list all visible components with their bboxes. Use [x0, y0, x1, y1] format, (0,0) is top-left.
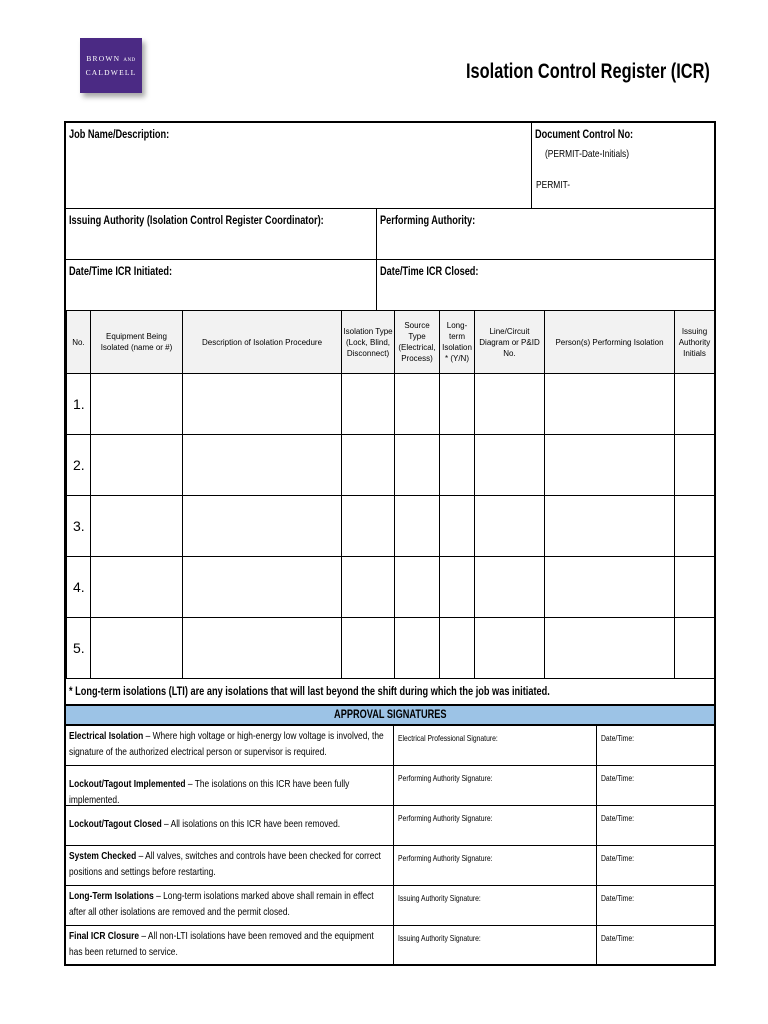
cell-description[interactable]	[183, 435, 342, 496]
cell-initials[interactable]	[675, 374, 715, 435]
cell-initials[interactable]	[675, 557, 715, 618]
col-isolation-type: Isolation Type (Lock, Blind, Disconnect)	[342, 311, 395, 374]
issuing-authority-label: Issuing Authority (Isolation Control Register Coordinator):	[69, 215, 324, 227]
approval-text: – All non-LTI isolations have been removed and the equipment has been returned to service.	[69, 930, 374, 958]
cell-equipment[interactable]	[91, 374, 183, 435]
signature-label: Issuing Authority Signature:	[398, 933, 481, 943]
col-line-diagram: Line/Circuit Diagram or P&ID No.	[475, 311, 545, 374]
cell-isolation-type[interactable]	[342, 618, 395, 679]
job-description-field[interactable]	[66, 123, 532, 209]
icr-closed-label: Date/Time ICR Closed:	[380, 266, 479, 278]
row-number: 2.	[67, 435, 91, 496]
col-description: Description of Isolation Procedure	[183, 311, 342, 374]
approval-heading	[66, 704, 714, 726]
col-no: No.	[67, 311, 91, 374]
table-header-row	[67, 311, 715, 374]
table-row	[67, 496, 715, 557]
signature-field[interactable]	[393, 846, 596, 885]
document-control-field[interactable]	[532, 123, 714, 209]
document-control-label: Document Control No:	[535, 129, 634, 141]
cell-persons[interactable]	[545, 496, 675, 557]
cell-line-diagram[interactable]	[475, 618, 545, 679]
document-control-value: PERMIT-	[536, 179, 571, 191]
approval-text: – All valves, switches and controls have been checked for correct positions and settings before restarting.	[69, 850, 381, 878]
approval-row-final-closure	[66, 926, 714, 964]
cell-isolation-type[interactable]	[342, 374, 395, 435]
approval-row-lockout-closed	[66, 806, 714, 846]
signature-label: Electrical Professional Signature:	[398, 733, 498, 743]
document-control-hint: (PERMIT-Date-Initials)	[545, 148, 630, 160]
cell-source-type[interactable]	[395, 618, 440, 679]
row-number: 3.	[67, 496, 91, 557]
date-time-label: Date/Time:	[601, 773, 635, 783]
cell-source-type[interactable]	[395, 496, 440, 557]
cell-long-term[interactable]	[440, 496, 475, 557]
date-time-field[interactable]	[596, 806, 714, 845]
signature-field[interactable]	[393, 766, 596, 805]
cell-line-diagram[interactable]	[475, 496, 545, 557]
cell-initials[interactable]	[675, 496, 715, 557]
icr-initiated-label: Date/Time ICR Initiated:	[69, 266, 173, 278]
date-time-label: Date/Time:	[601, 853, 635, 863]
approval-title: Lockout/Tagout Implemented	[69, 778, 186, 790]
cell-persons[interactable]	[545, 557, 675, 618]
icr-form	[64, 121, 716, 966]
signature-field[interactable]	[393, 806, 596, 845]
signature-label: Performing Authority Signature:	[398, 813, 493, 823]
cell-isolation-type[interactable]	[342, 435, 395, 496]
row-number: 5.	[67, 618, 91, 679]
cell-line-diagram[interactable]	[475, 374, 545, 435]
col-long-term: Long-term Isolation * (Y/N)	[440, 311, 475, 374]
cell-description[interactable]	[183, 618, 342, 679]
approval-title: Long-Term Isolations	[69, 890, 154, 902]
signature-field[interactable]	[393, 886, 596, 925]
date-time-field[interactable]	[596, 846, 714, 885]
table-row	[67, 435, 715, 496]
approval-row-lockout-implemented	[66, 766, 714, 806]
approval-text: – Where high voltage or high-energy low voltage is involved, the signature of the authorized electrical person or supervisor is required.	[69, 730, 384, 758]
approval-text: – Long-term isolations marked above shall remain in effect after all other isolations are removed and the permit closed.	[69, 890, 374, 918]
date-time-field[interactable]	[596, 886, 714, 925]
cell-source-type[interactable]	[395, 435, 440, 496]
approval-row-electrical	[66, 726, 714, 766]
row-number: 1.	[67, 374, 91, 435]
company-logo	[80, 38, 142, 93]
approval-title: Lockout/Tagout Closed	[69, 818, 162, 830]
cell-source-type[interactable]	[395, 374, 440, 435]
col-equipment: Equipment Being Isolated (name or #)	[91, 311, 183, 374]
cell-long-term[interactable]	[440, 374, 475, 435]
approval-text: – All isolations on this ICR have been removed.	[161, 818, 341, 830]
col-persons: Person(s) Performing Isolation	[545, 311, 675, 374]
date-time-label: Date/Time:	[601, 893, 635, 903]
cell-long-term[interactable]	[440, 557, 475, 618]
page-title: Isolation Control Register (ICR)	[466, 60, 710, 83]
issuing-authority-field[interactable]	[66, 209, 377, 260]
long-term-footnote	[66, 678, 714, 704]
logo-line-1: BROWN AND	[86, 53, 136, 63]
cell-equipment[interactable]	[91, 496, 183, 557]
signature-field[interactable]	[393, 926, 596, 964]
approval-row-long-term	[66, 886, 714, 926]
approval-text: – The isolations on this ICR have been fully implemented.	[69, 778, 350, 806]
table-row	[67, 557, 715, 618]
signature-label: Performing Authority Signature:	[398, 853, 493, 863]
date-time-label: Date/Time:	[601, 813, 635, 823]
cell-initials[interactable]	[675, 618, 715, 679]
cell-description[interactable]	[183, 374, 342, 435]
cell-line-diagram[interactable]	[475, 557, 545, 618]
job-description-label: Job Name/Description:	[69, 129, 170, 141]
cell-persons[interactable]	[545, 435, 675, 496]
date-time-field[interactable]	[596, 926, 714, 964]
approval-title: Final ICR Closure	[69, 930, 140, 942]
logo-line-2: CALDWELL	[85, 67, 137, 77]
icr-initiated-field[interactable]	[66, 260, 377, 310]
date-time-field[interactable]	[596, 766, 714, 805]
cell-long-term[interactable]	[440, 618, 475, 679]
isolation-table	[66, 310, 715, 679]
date-time-label: Date/Time:	[601, 933, 635, 943]
cell-persons[interactable]	[545, 618, 675, 679]
performing-authority-field[interactable]	[377, 209, 714, 260]
table-row	[67, 374, 715, 435]
cell-long-term[interactable]	[440, 435, 475, 496]
cell-equipment[interactable]	[91, 618, 183, 679]
cell-description[interactable]	[183, 496, 342, 557]
performing-authority-label: Performing Authority:	[380, 215, 476, 227]
cell-initials[interactable]	[675, 435, 715, 496]
signature-label: Performing Authority Signature:	[398, 773, 493, 783]
approval-heading-text: APPROVAL SIGNATURES	[333, 709, 447, 721]
approval-row-system-checked	[66, 846, 714, 886]
cell-line-diagram[interactable]	[475, 435, 545, 496]
col-source-type: Source Type (Electrical, Process)	[395, 311, 440, 374]
cell-isolation-type[interactable]	[342, 557, 395, 618]
date-time-field[interactable]	[596, 726, 714, 765]
approval-title: System Checked	[69, 850, 137, 862]
date-time-label: Date/Time:	[601, 733, 635, 743]
table-row	[67, 618, 715, 679]
row-number: 4.	[67, 557, 91, 618]
footnote-text: * Long-term isolations (LTI) are any isolations that will last beyond the shift during which the job was initiated.	[69, 686, 550, 698]
cell-source-type[interactable]	[395, 557, 440, 618]
col-initials: Issuing Authority Initials	[675, 311, 715, 374]
cell-description[interactable]	[183, 557, 342, 618]
signature-field[interactable]	[393, 726, 596, 765]
approval-title: Electrical Isolation	[69, 730, 144, 742]
cell-equipment[interactable]	[91, 557, 183, 618]
cell-persons[interactable]	[545, 374, 675, 435]
cell-equipment[interactable]	[91, 435, 183, 496]
icr-closed-field[interactable]	[377, 260, 714, 310]
signature-label: Issuing Authority Signature:	[398, 893, 481, 903]
cell-isolation-type[interactable]	[342, 496, 395, 557]
approval-section	[66, 726, 714, 964]
